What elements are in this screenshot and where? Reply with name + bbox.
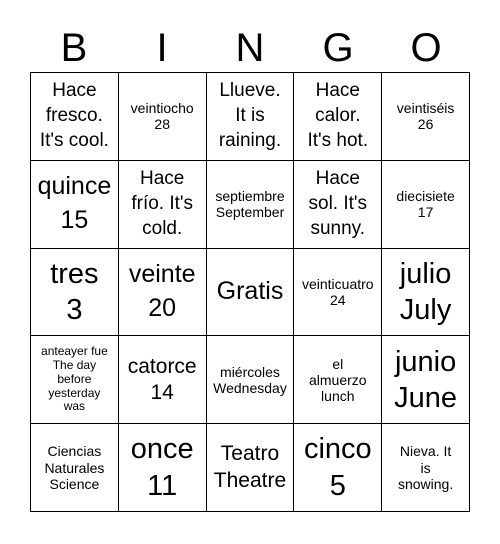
header-letter-o: O	[410, 26, 442, 70]
bingo-cell[interactable]: Hace fresco. It's cool.	[31, 73, 119, 161]
bingo-cell[interactable]: Ciencias Naturales Science	[31, 424, 119, 512]
bingo-cell[interactable]: julio July	[382, 249, 470, 337]
bingo-cell[interactable]: Hace sol. It's sunny.	[294, 161, 382, 249]
header-letter-i: I	[156, 26, 168, 70]
bingo-cell[interactable]: veinte 20	[119, 249, 207, 337]
bingo-cell[interactable]: Hace calor. It's hot.	[294, 73, 382, 161]
bingo-cell[interactable]: septiembre September	[207, 161, 295, 249]
bingo-cell[interactable]: tres 3	[31, 249, 119, 337]
bingo-card-grid	[30, 72, 470, 512]
bingo-cell[interactable]: veinticuatro 24	[294, 249, 382, 337]
header-letter-b: B	[60, 26, 88, 70]
bingo-cell[interactable]: veintiséis 26	[382, 73, 470, 161]
bingo-cell[interactable]: catorce 14	[119, 336, 207, 424]
bingo-cell[interactable]: once 11	[119, 424, 207, 512]
bingo-cell[interactable]: el almuerzo lunch	[294, 336, 382, 424]
bingo-cell[interactable]: junio June	[382, 336, 470, 424]
bingo-cell[interactable]: diecisiete 17	[382, 161, 470, 249]
bingo-cell[interactable]: Gratis	[207, 249, 295, 337]
header-letter-g: G	[322, 26, 354, 70]
bingo-header	[30, 20, 470, 76]
bingo-cell[interactable]: miércoles Wednesday	[207, 336, 295, 424]
bingo-cell[interactable]: veintiocho 28	[119, 73, 207, 161]
bingo-cell[interactable]: Llueve. It is raining.	[207, 73, 295, 161]
bingo-cell[interactable]: Hace frío. It's cold.	[119, 161, 207, 249]
bingo-cell[interactable]: Nieva. It is snowing.	[382, 424, 470, 512]
bingo-cell[interactable]: cinco 5	[294, 424, 382, 512]
bingo-cell[interactable]: Teatro Theatre	[207, 424, 295, 512]
header-letter-n: N	[235, 26, 265, 70]
bingo-cell[interactable]: quince 15	[31, 161, 119, 249]
bingo-cell[interactable]: anteayer fue The day before yesterday was	[31, 336, 119, 424]
